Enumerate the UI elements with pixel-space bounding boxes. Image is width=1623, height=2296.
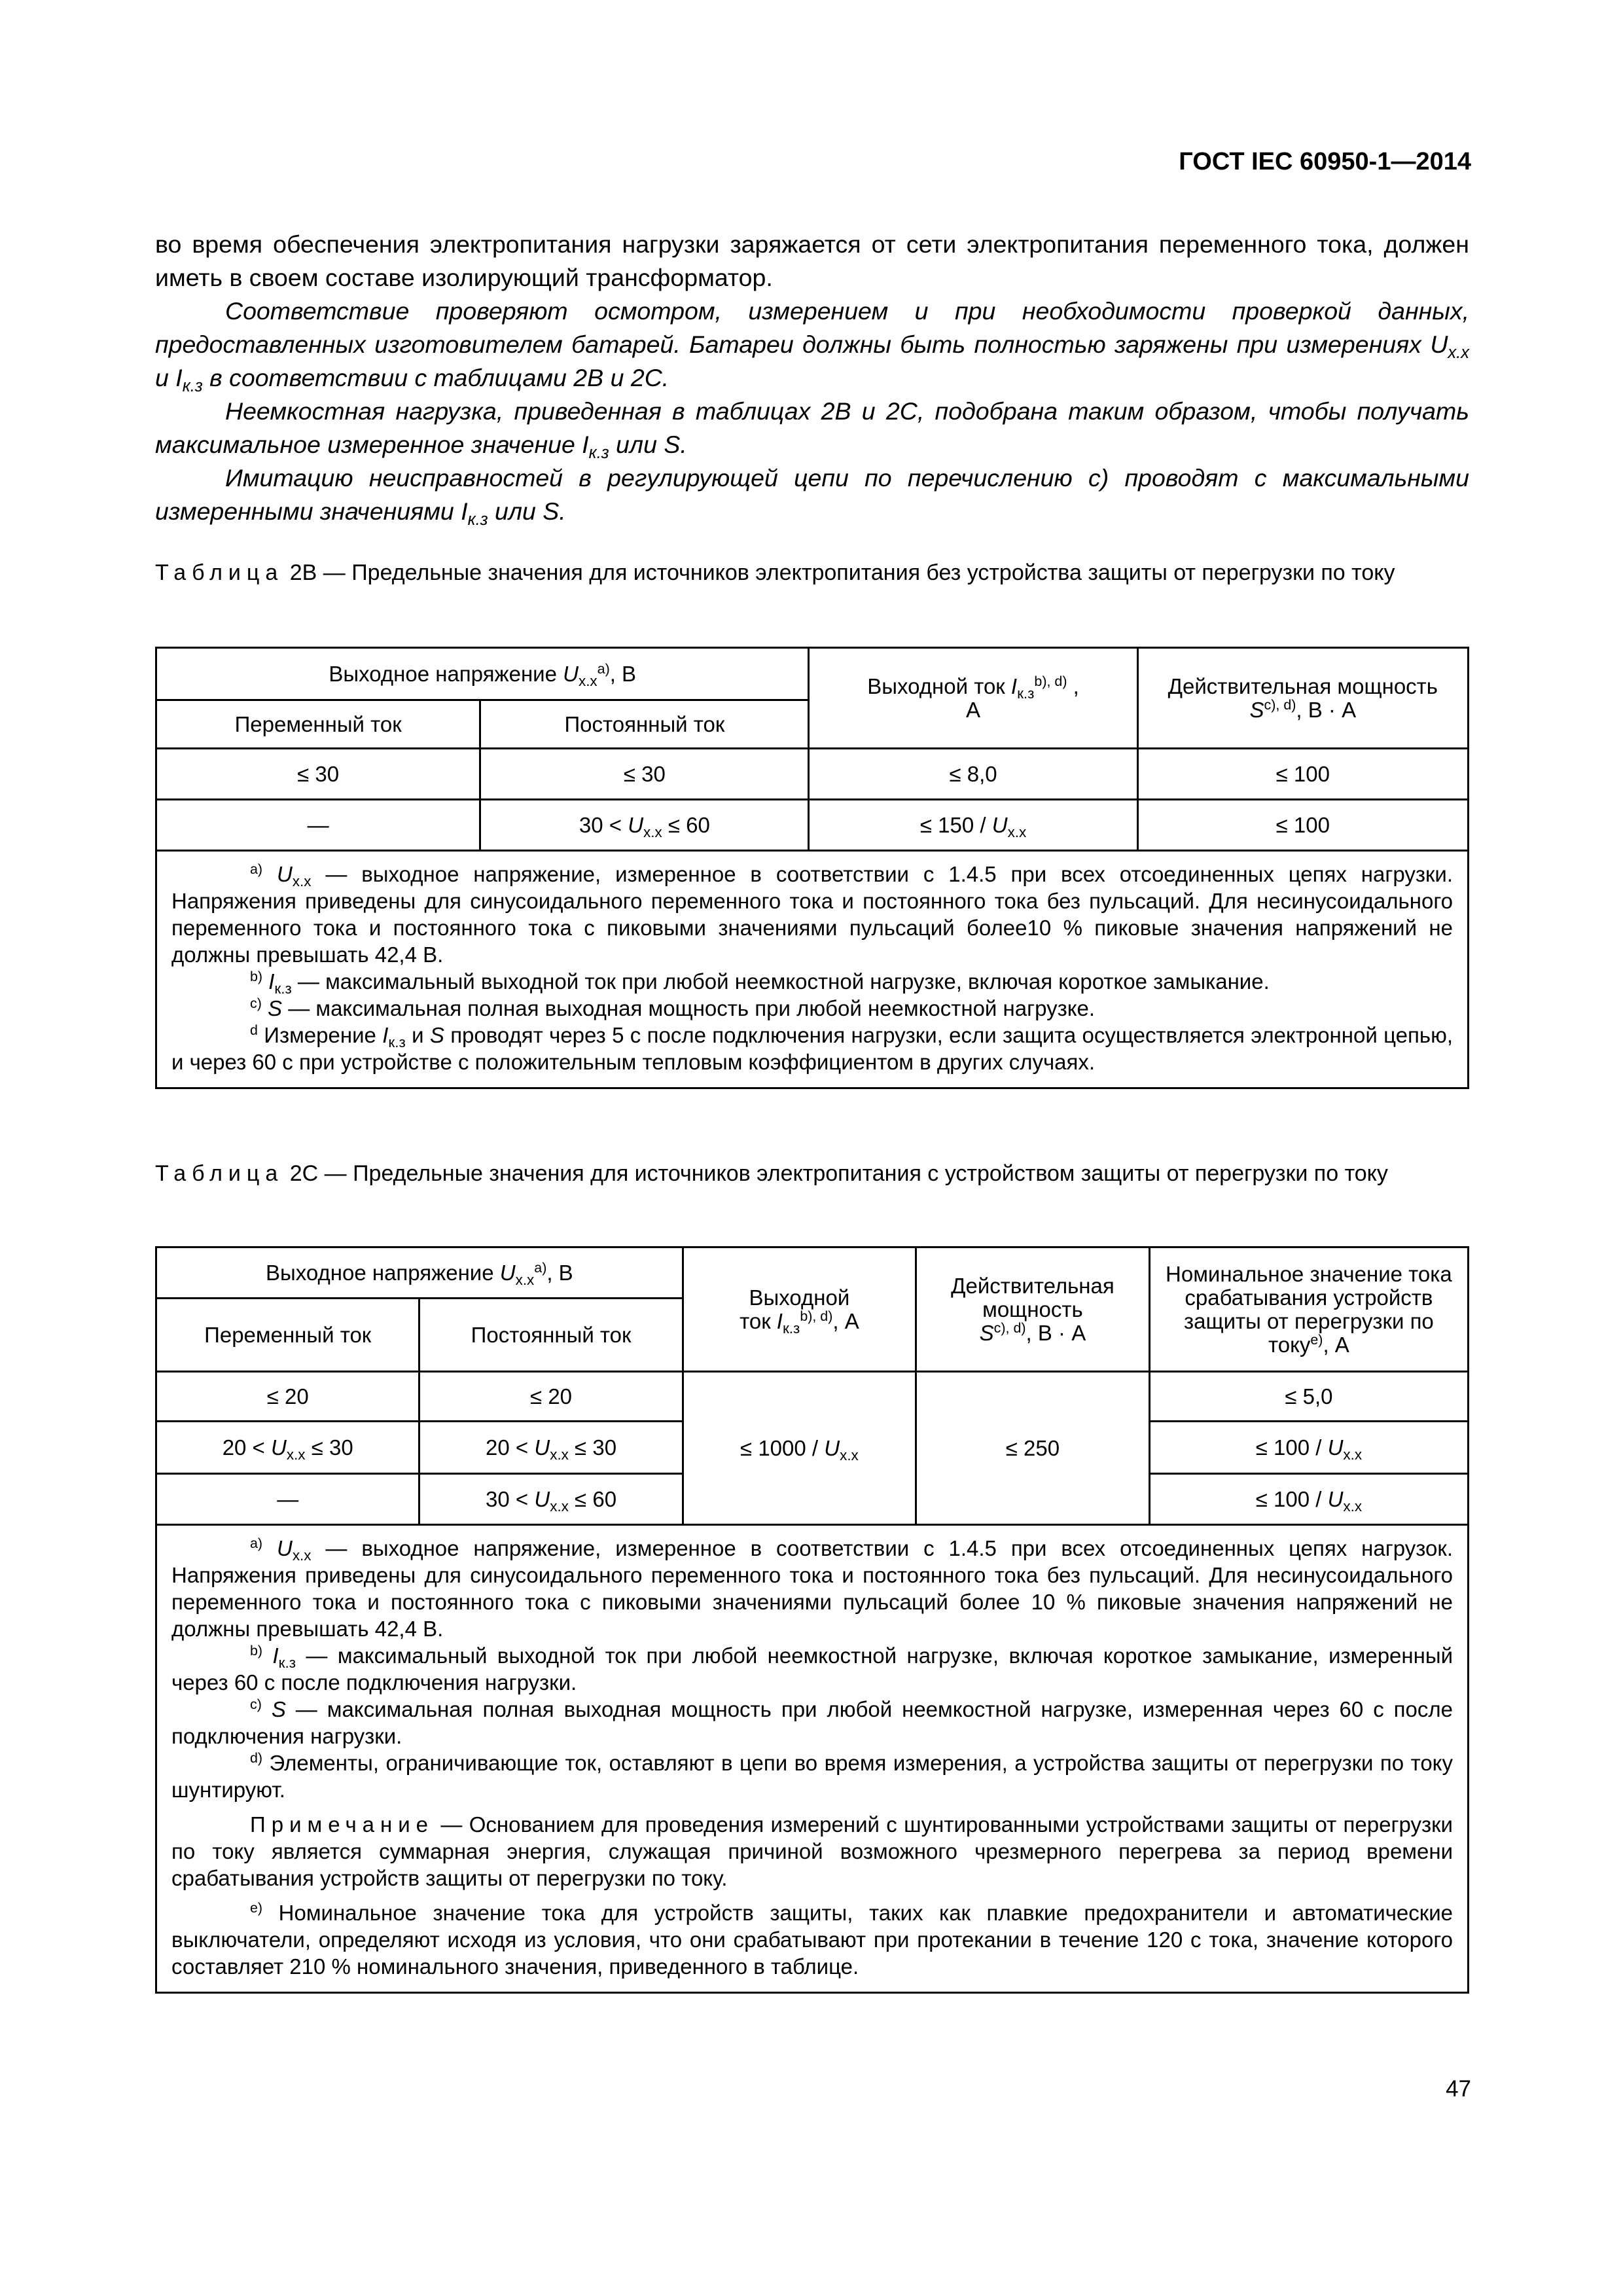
table-2b-cell: — xyxy=(156,800,480,851)
footnote-a: $^{a)}$ $U_{x.x}$ — выходное напряжение, измеренное в соответствии с 1.4.5 при всех отсоединенных цепях нагрузок. Напряжения приведены для синусоидального переменного тока и постоянного тока без пульсаций. Для несинусоидального переменного тока и постоянного тока с пиковыми значениями пульсаций более 10 % пиковые значения напряжений не должны превышать 42,4 В. xyxy=(171,1535,1453,1641)
footnote-e: $^{e)}$ Номинальное значение тока для устройств защиты, таких как плавкие предохранители и автоматические выключатели, определяют исходя из условия, что они срабатывают при протекании в течение 120 с тока, значение которого составляет 210 % номинального значения, приведенного в таблице. xyxy=(171,1900,1453,1979)
table-2b-header-voltage: Выходное напряжение $U_{x.x}^{a)}$, В xyxy=(156,648,809,700)
paragraph-1: во время обеспечения электропитания нагрузки заряжается от сети электропитания переменного тока, должен иметь в своем составе изолирующий трансформатор. xyxy=(155,230,1469,291)
table-2b-header-dc: Постоянный ток xyxy=(480,700,809,749)
table-2b-header-current: Выходной ток $I_{к.з}^{b), d)}$ , А xyxy=(809,648,1137,749)
table-2c-cell: ≤ 5,0 xyxy=(1149,1372,1468,1422)
table-2c-cell-power: ≤ 250 xyxy=(916,1372,1150,1525)
table-2c-header-power: Действительная мощность $S^{c), d)}$, В · А xyxy=(916,1247,1150,1372)
footnote-c: $^{c)}$ S — максимальная полная выходная мощность при любой неемкостной нагрузке. xyxy=(250,996,1096,1020)
table-2c-cell: $20 < U_{x.x} \le 30$ xyxy=(156,1422,419,1474)
table-2c-cell: ≤ $100 / U_{x.x}$ xyxy=(1149,1474,1468,1525)
table-2c-cell: ≤ $100 / U_{x.x}$ xyxy=(1149,1422,1468,1474)
table-2b-header-power: Действительная мощность $S^{c), d)}$, В · А xyxy=(1137,648,1468,749)
document-header: ГОСТ IEC 60950-1—2014 xyxy=(1179,148,1471,175)
table-2b-cell: $30 < U_{x.x} \le 60$ xyxy=(480,800,809,851)
table-2c-cell-current: ≤ $1000 / U_{x.x}$ xyxy=(683,1372,916,1525)
table-2b-notes xyxy=(156,851,1469,1088)
footnote-b: $^{b)}$ $I_{к.з}$ — максимальный выходной ток при любой неемкостной нагрузке, включая короткое замыкание, измеренный через 60 с после подключения нагрузки. xyxy=(171,1643,1454,1695)
table-2c xyxy=(155,1246,1469,1994)
footnote-b: $^{b)}$ $I_{к.з}$ — максимальный выходной ток при любой неемкостной нагрузке, включая короткое замыкание. xyxy=(250,969,1270,997)
table-2c-cell: — xyxy=(156,1474,419,1525)
table-2c-header-trip-current: Номинальное значение тока срабатывания устройств защиты от перегрузки по току$^{e)}$, А xyxy=(1149,1247,1468,1372)
table-2c-header-dc: Постоянный ток xyxy=(419,1299,683,1372)
table-2b-header-ac: Переменный ток xyxy=(156,700,480,749)
footnote-d: $^d$ Измерение $I_{к.з}$ и S проводят через 5 с после подключения нагрузки, если защита осуществляется электронной цепью, и через 60 с при устройстве с положительным тепловым коэффициентом в других случаях. xyxy=(171,1022,1453,1074)
body-text xyxy=(155,228,1469,528)
footnote-d: $^{d)}$ Элементы, ограничивающие ток, оставляют в цепи во время измерения, а устройства защиты от перегрузки по току шунтируют. xyxy=(171,1750,1453,1802)
table-2c-cell: ≤ 20 xyxy=(156,1372,419,1422)
table-2c-header-current: Выходной ток $I_{к.з}^{b), d)}$, А xyxy=(683,1247,916,1372)
table-2c-cell: $30 < U_{x.x} \le 60$ xyxy=(419,1474,683,1525)
table-2b-caption: Таблица 2B — Предельные значения для источников электропитания без устройства защиты от перегрузки по току xyxy=(155,560,1395,585)
paragraph-2: Соответствие проверяют осмотром, измерением и при необходимости проверкой данных, предоставленных изготовителем батарей. Батареи должны быть полностью заряжены при измерениях $U_{x.x}$ и $I_{к.з}$ в соответствии с таблицами 2B и 2C. xyxy=(155,297,1469,396)
footnote-c: $^{c)}$ S — максимальная полная выходная мощность при любой неемкостной нагрузке, измеренная через 60 с после подключения нагрузки. xyxy=(171,1696,1454,1748)
table-2b-cell: ≤ 100 xyxy=(1137,749,1468,800)
table-2c-cell: $20 < U_{x.x} \le 30$ xyxy=(419,1422,683,1474)
table-2b xyxy=(155,647,1469,1089)
table-2b-cell: ≤ 30 xyxy=(480,749,809,800)
table-2c-cell: ≤ 20 xyxy=(419,1372,683,1422)
table-2b-cell: ≤ 30 xyxy=(156,749,480,800)
paragraph-4: Имитацию неисправностей в регулирующей цепи по перечислению c) проводят с максимальными измеренными значениями $I_{к.з}$ или S. xyxy=(155,464,1469,529)
table-2c-caption: Таблица 2C — Предельные значения для источников электропитания с устройством защиты от перегрузки по току xyxy=(155,1161,1388,1186)
table-2c-notes xyxy=(156,1525,1469,1993)
footnote-a: $^{a)}$ $U_{x.x}$ — выходное напряжение, измеренное в соответствии с 1.4.5 при всех отсоединенных цепях нагрузки. Напряжения приведены для синусоидального переменного тока и постоянного тока без пульсаций. Для несинусоидального переменного тока и постоянного тока с пиковыми значениями пульсаций более10 % пиковые значения напряжений не должны превышать 42,4 В. xyxy=(171,861,1454,967)
paragraph-3: Неемкостная нагрузка, приведенная в таблицах 2B и 2C, подобрана таким образом, чтобы получать максимальное измеренное значение $I_{к.з}$ или S. xyxy=(155,397,1469,463)
table-2b-cell: ≤ $150 / U_{x.x}$ xyxy=(809,800,1137,851)
remark: Примечание — Основанием для проведения измерений с шунтированными устройствами защиты от перегрузки по току является суммарная энергия, служащая причиной возможного чрезмерного перегрева за период времени срабатывания устройств защиты от перегрузки по току. xyxy=(171,1812,1453,1890)
table-2b-cell: ≤ 100 xyxy=(1137,800,1468,851)
table-2b-cell: ≤ 8,0 xyxy=(809,749,1137,800)
table-2c-header-voltage: Выходное напряжение $U_{x.x}^{a)}$, В xyxy=(156,1247,683,1299)
table-2c-header-ac: Переменный ток xyxy=(156,1299,419,1372)
page-number: 47 xyxy=(1446,2076,1471,2102)
